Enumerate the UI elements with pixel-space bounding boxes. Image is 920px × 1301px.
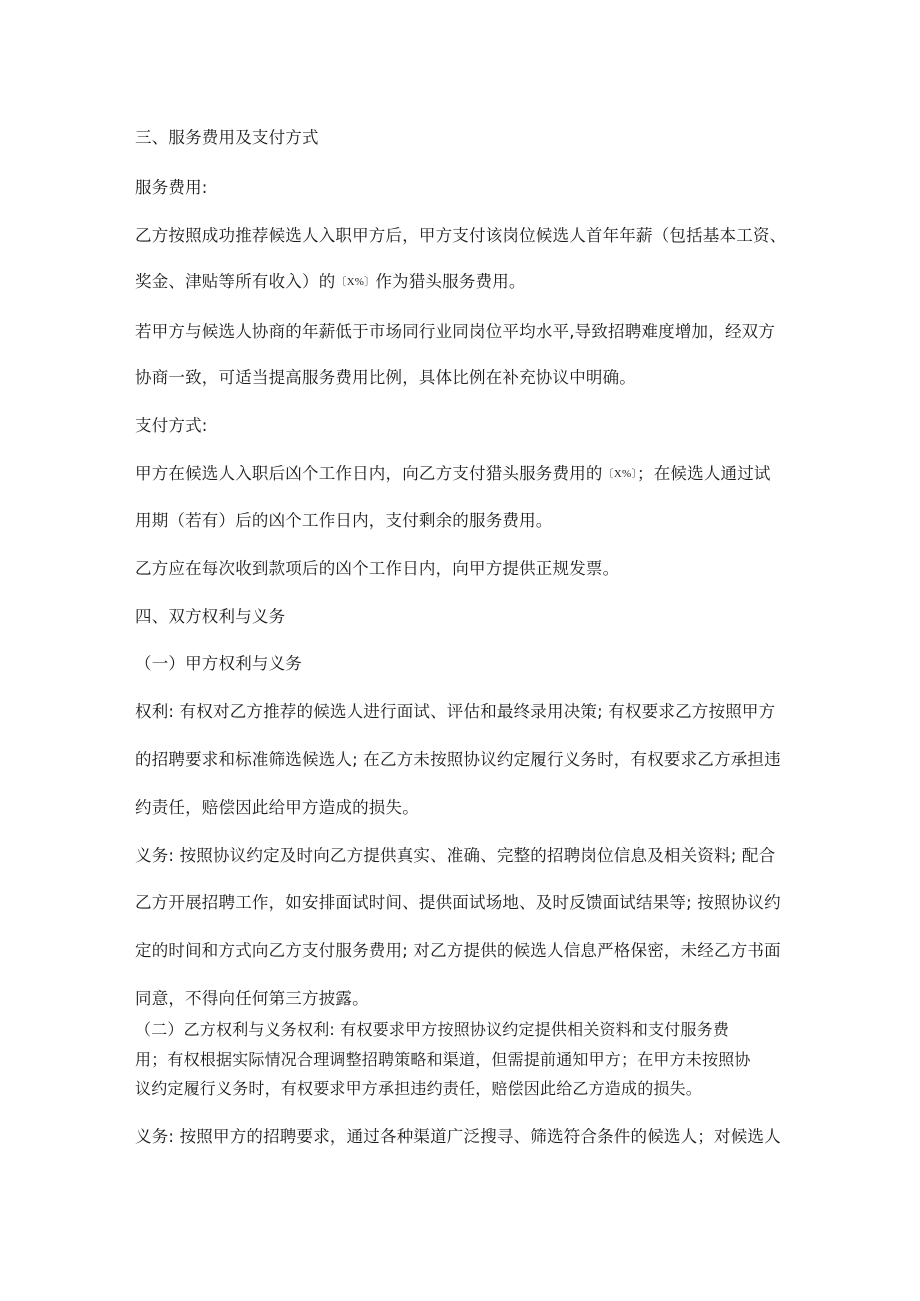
subsection-heading-1: （一）甲方权利与义务 bbox=[135, 654, 302, 673]
text-span: 甲方在候选人入职后凶个工作日内，向乙方支付猎头服务费用的 bbox=[135, 464, 603, 483]
duties-paragraph-line: 乙方开展招聘工作，如安排面试时间、提供面试场地、及时反馈面试结果等; 按照协议约 bbox=[135, 893, 781, 912]
fee-paragraph-line bbox=[135, 268, 526, 292]
section-heading-3: 三、服务费用及支付方式 bbox=[135, 128, 319, 147]
text-span: 奖金、津贴等所有收入）的 bbox=[135, 272, 336, 291]
fee-paragraph-line: 协商一致，可适当提高服务费用比例，具体比例在补充协议中明确。 bbox=[135, 368, 636, 387]
text-span: ；在候选人通过试 bbox=[637, 464, 771, 483]
fee-paragraph-line: 乙方按照成功推荐候选人入职甲方后，甲方支付该岗位候选人首年年薪（包括基本工资、 bbox=[135, 226, 787, 245]
rights-paragraph-line: 权利: 有权对乙方推荐的候选人进行面试、评估和最终录用决策; 有权要求乙方按照甲方 bbox=[135, 702, 776, 721]
payment-paragraph-line bbox=[135, 460, 771, 484]
text-span: 作为猎头服务费用。 bbox=[375, 272, 526, 291]
subsection-2-line: （二）乙方权利与义务权利: 有权要求甲方按照协议约定提供相关资料和支付服务费 bbox=[135, 1020, 730, 1039]
duties-paragraph-line: 定的时间和方式向乙方支付服务费用; 对乙方提供的候选人信息严格保密，未经乙方书面 bbox=[135, 941, 781, 960]
payment-paragraph-line: 乙方应在每次收到款项后的凶个工作日内，向甲方提供正规发票。 bbox=[135, 559, 620, 578]
fee-paragraph-line: 若甲方与候选人协商的年薪低于市场同行业同岗位平均水平,导致招聘难度增加，经双方 bbox=[135, 322, 776, 341]
duties-paragraph-line: 同意，不得向任何第三方披露。 bbox=[135, 989, 369, 1008]
duties-paragraph-line: 义务: 按照协议约定及时向乙方提供真实、准确、完整的招聘岗位信息及相关资料; 配合 bbox=[135, 846, 776, 865]
subsection-2-line: 议约定履行义务时，有权要求甲方承担违约责任，赔偿因此给乙方造成的损失。 bbox=[135, 1079, 703, 1098]
rights-paragraph-line: 的招聘要求和标准筛选候选人; 在乙方未按照协议约定履行义务时，有权要求乙方承担违 bbox=[135, 750, 781, 769]
rights-paragraph-line: 约责任，赔偿因此给甲方造成的损失。 bbox=[135, 798, 419, 817]
payment-label: 支付方式: bbox=[135, 416, 208, 435]
percent-placeholder: 〔X%〕 bbox=[602, 468, 638, 480]
fee-label: 服务费用: bbox=[135, 178, 208, 197]
payment-paragraph-line: 用期（若有）后的凶个工作日内，支付剩余的服务费用。 bbox=[135, 511, 553, 530]
duties2-paragraph-line: 义务: 按照甲方的招聘要求，通过各种渠道广泛搜寻、筛选符合条件的候选人；对候选人 bbox=[135, 1127, 781, 1146]
section-heading-4: 四、双方权利与义务 bbox=[135, 607, 286, 626]
percent-placeholder: 〔X%〕 bbox=[335, 276, 376, 288]
subsection-2-line: 用；有权根据实际情况合理调整招聘策略和渠道，但需提前通知甲方；在甲方未按照协 bbox=[135, 1050, 751, 1069]
